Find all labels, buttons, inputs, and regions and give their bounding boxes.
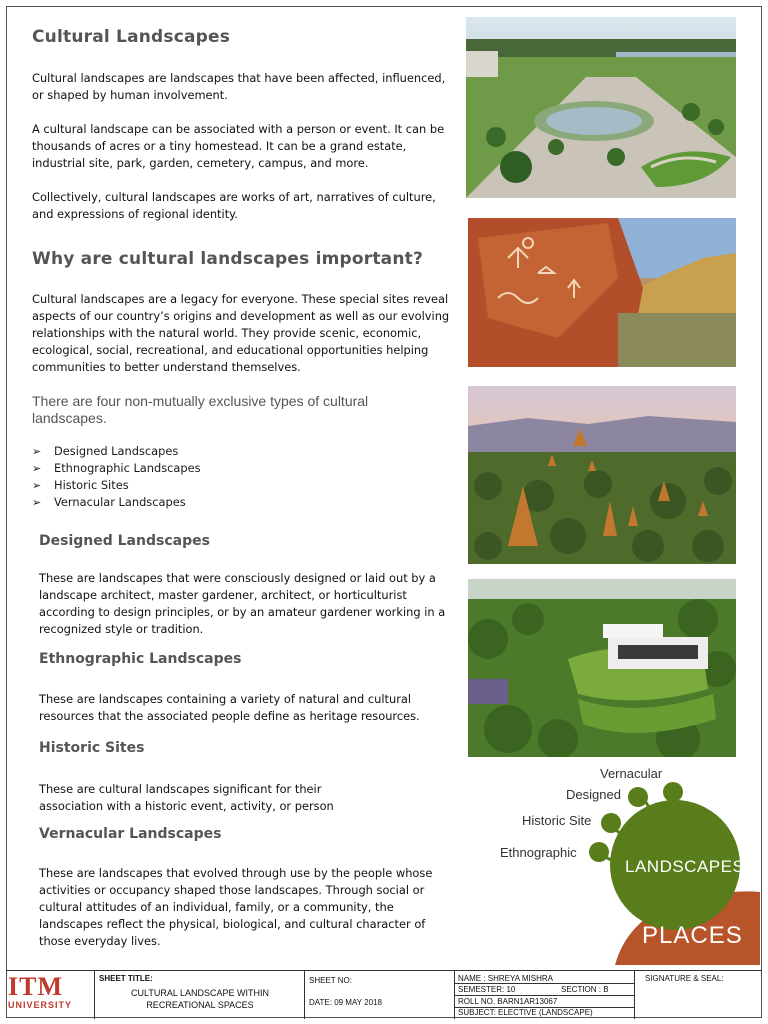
section-title-cultural-landscapes: Cultural Landscapes (32, 27, 231, 47)
node-icon (663, 782, 683, 802)
diagram-label-ethnographic: Ethnographic (500, 845, 577, 860)
sheet-title-cell (94, 971, 304, 1019)
vernacular-landscapes-heading: Vernacular Landscapes (39, 826, 222, 842)
list-item (32, 443, 201, 460)
logo-mark: ITM (8, 972, 63, 1001)
sheet-title-line: RECREATIONAL SPACES (146, 1000, 254, 1010)
university-logo (8, 974, 93, 1016)
formal-garden-photo (466, 17, 736, 198)
paragraph: A cultural landscape can be associated with a person or event. It can be thousands of acres or a tiny homestead. It can be a grand estate, industrial site, park, garden, cemetery, campus, and more. (32, 122, 445, 170)
diagram-label-vernacular: Vernacular (600, 766, 663, 781)
historic-sites-heading: Historic Sites (39, 740, 145, 756)
list-item (32, 460, 201, 477)
diagram-label-historic-site: Historic Site (522, 813, 592, 828)
title-block (6, 970, 762, 1018)
signature-label: SIGNATURE & SEAL: (645, 974, 724, 983)
intro-paragraph-3 (32, 189, 452, 223)
node-icon (601, 813, 621, 833)
types-list (32, 443, 201, 511)
list-item-label: Historic Sites (54, 478, 129, 492)
node-icon (589, 842, 609, 862)
list-item (32, 494, 201, 511)
intro-paragraph-1 (32, 70, 452, 104)
list-item (32, 477, 201, 494)
list-item-label: Designed Landscapes (54, 444, 179, 458)
temples-photo (468, 386, 736, 564)
designed-landscapes-text: These are landscapes that were consciously designed or laid out by a landscape architect, master gardener, architect, or horticulturist according to design principles, or by an amateur gardener working in a recognized style or tradition. (39, 571, 446, 636)
historic-sites-text (39, 781, 451, 815)
sheet-title-label: SHEET TITLE: (99, 974, 153, 983)
date-text: DATE: 09 MAY 2018 (309, 998, 382, 1007)
vernacular-landscapes-text: These are landscapes that evolved through use by the people whose activities or occupancy shaped those landscapes. Through social or cultural attitudes of an individual, family, or a community, the landscapes reflect the physical, biological, and cultural character of those everyday lives. (39, 866, 433, 948)
node-icon (628, 787, 648, 807)
signature-cell (634, 971, 762, 1019)
rock-art-photo (468, 218, 736, 367)
text-line: association with a historic event, activity, or person (39, 799, 334, 813)
sheet-no-cell (304, 971, 454, 1019)
landscapes-places-diagram (470, 760, 760, 965)
sheet-no-label: SHEET NO: (309, 976, 352, 985)
arrow-bullet-icon: ➢ (32, 496, 42, 509)
ethnographic-landscapes-heading: Ethnographic Landscapes (39, 651, 242, 667)
diagram-label-designed: Designed (566, 787, 621, 802)
arrow-bullet-icon: ➢ (32, 462, 42, 475)
places-label: PLACES (642, 922, 743, 949)
terraced-house-photo (468, 579, 736, 757)
sheet-title-line: CULTURAL LANDSCAPE WITHIN (130, 988, 270, 998)
ethnographic-landscapes-text: These are landscapes containing a variety of natural and cultural resources that the associated people define as heritage resources. (39, 692, 420, 723)
intro-paragraph-2 (32, 121, 452, 172)
types-intro: There are four non-mutually exclusive types of cultural landscapes. (32, 393, 369, 426)
semester: SEMESTER: 10 (458, 985, 516, 994)
landscapes-circle-label: LANDSCAPES (625, 857, 745, 876)
text-line: These are cultural landscapes significant for their (39, 782, 322, 796)
arrow-bullet-icon: ➢ (32, 479, 42, 492)
list-item-label: Vernacular Landscapes (54, 495, 186, 509)
section-title-why-important: Why are cultural landscapes important? (32, 249, 424, 269)
list-item-label: Ethnographic Landscapes (54, 461, 201, 475)
why-important-paragraph: Cultural landscapes are a legacy for everyone. These special sites reveal aspects of our country’s origins and development as well as our evolving relationships with the natural world. They provide scenic, economic, ecological, social, recreational, and educational opportunities helping communities to better understand themselves. (32, 292, 450, 374)
paragraph: Cultural landscapes are landscapes that have been affected, influenced, or shaped by human involvement. (32, 71, 446, 102)
logo-university-text: UNIVERSITY (8, 1000, 73, 1010)
roll-number: ROLL NO. BARN1AR13067 (458, 997, 558, 1006)
student-info-cell (454, 971, 634, 1019)
subject: SUBJECT: ELECTIVE (LANDSCAPE) (458, 1008, 593, 1017)
section: SECTION : B (561, 985, 609, 994)
designed-landscapes-heading: Designed Landscapes (39, 533, 210, 549)
student-name: NAME : SHREYA MISHRA (458, 974, 553, 983)
arrow-bullet-icon: ➢ (32, 445, 42, 458)
paragraph: Collectively, cultural landscapes are works of art, narratives of culture, and expressions of regional identity. (32, 190, 436, 221)
